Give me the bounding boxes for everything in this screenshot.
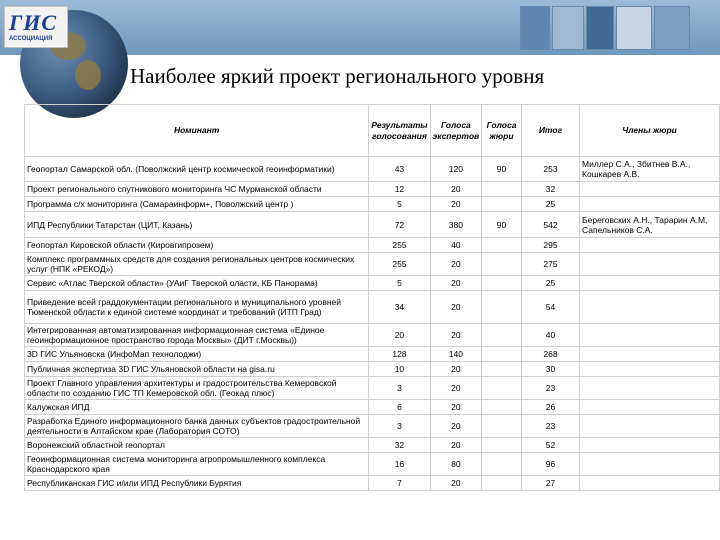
nominee-name: Интегрированная автоматизированная информационная система «Единое геоинформационное пространство города Москвы» (ДИТ г.Москвы)) xyxy=(25,324,369,347)
nominee-name: Проект Главного управления архитектуры и градостроительства Кемеровской области по созданию ГИС ТП Кемеровской обл. (Геокад плюс) xyxy=(25,377,369,400)
expert-votes: 20 xyxy=(430,415,482,438)
vote-count: 3 xyxy=(369,377,430,400)
expert-votes: 380 xyxy=(430,212,482,238)
table-row xyxy=(25,291,720,324)
jury-members xyxy=(580,476,720,491)
jury-votes xyxy=(482,276,522,291)
table-row xyxy=(25,212,720,238)
jury-members xyxy=(580,253,720,276)
nominee-name: 3D ГИС Ульяновска (ИнфоМап технолоджи) xyxy=(25,347,369,362)
vote-count: 7 xyxy=(369,476,430,491)
vote-count: 255 xyxy=(369,253,430,276)
vote-count: 20 xyxy=(369,324,430,347)
jury-votes xyxy=(482,253,522,276)
column-header: Члены жюри xyxy=(580,105,720,157)
expert-votes: 20 xyxy=(430,276,482,291)
table-row xyxy=(25,453,720,476)
expert-votes: 20 xyxy=(430,377,482,400)
table-row xyxy=(25,400,720,415)
expert-votes: 20 xyxy=(430,400,482,415)
logo-text: ГИС xyxy=(9,10,58,35)
jury-members xyxy=(580,377,720,400)
nominee-name: Воронежский областной геопортал xyxy=(25,438,369,453)
table-row xyxy=(25,377,720,400)
jury-votes xyxy=(482,291,522,324)
vote-count: 16 xyxy=(369,453,430,476)
total-station-image xyxy=(586,6,614,50)
column-header: Голоса жюри xyxy=(482,105,522,157)
jury-votes xyxy=(482,182,522,197)
jury-votes xyxy=(482,377,522,400)
total-score: 268 xyxy=(521,347,579,362)
table-row xyxy=(25,476,720,491)
jury-votes xyxy=(482,476,522,491)
jury-votes xyxy=(482,415,522,438)
vote-count: 5 xyxy=(369,197,430,212)
page-title: Наиболее яркий проект регионального уровня xyxy=(130,64,545,88)
expert-votes: 20 xyxy=(430,476,482,491)
total-score: 295 xyxy=(521,238,579,253)
jury-votes xyxy=(482,400,522,415)
vote-count: 255 xyxy=(369,238,430,253)
jury-members xyxy=(580,453,720,476)
logo-subtitle: АССОЦИАЦИЯ xyxy=(9,36,53,42)
total-score: 23 xyxy=(521,377,579,400)
table-row xyxy=(25,438,720,453)
table-row xyxy=(25,157,720,182)
jury-votes xyxy=(482,347,522,362)
jury-members xyxy=(580,438,720,453)
jury-members xyxy=(580,276,720,291)
table-row xyxy=(25,238,720,253)
header-row xyxy=(25,105,720,157)
jury-members xyxy=(580,197,720,212)
total-score: 26 xyxy=(521,400,579,415)
column-header: Итог xyxy=(521,105,579,157)
vote-count: 128 xyxy=(369,347,430,362)
jury-members: Береговских А.Н., Тарарин А.М, Сапельников С.А. xyxy=(580,212,720,238)
expert-votes: 20 xyxy=(430,438,482,453)
vote-count: 32 xyxy=(369,438,430,453)
jury-members xyxy=(580,347,720,362)
vote-count: 5 xyxy=(369,276,430,291)
vote-count: 72 xyxy=(369,212,430,238)
jury-votes xyxy=(482,324,522,347)
table-row xyxy=(25,197,720,212)
total-score: 275 xyxy=(521,253,579,276)
expert-votes: 80 xyxy=(430,453,482,476)
total-score: 40 xyxy=(521,324,579,347)
jury-members xyxy=(580,182,720,197)
nominee-name: Геоинформационная система мониторинга агропромышленного комплекса Краснодарского края xyxy=(25,453,369,476)
map-image xyxy=(654,6,690,50)
total-score: 27 xyxy=(521,476,579,491)
jury-members xyxy=(580,415,720,438)
map-sheet-image xyxy=(552,6,584,50)
vote-count: 6 xyxy=(369,400,430,415)
jury-votes xyxy=(482,362,522,377)
nominee-name: Программа с/х мониторинга (Самараинформ+, Поволжский центр ) xyxy=(25,197,369,212)
expert-votes: 120 xyxy=(430,157,482,182)
total-score: 25 xyxy=(521,276,579,291)
expert-votes: 20 xyxy=(430,253,482,276)
gps-device-image xyxy=(520,6,550,50)
nominee-name: Проект регионального спутникового мониторинга ЧС Мурманской области xyxy=(25,182,369,197)
column-header: Голоса экспертов xyxy=(430,105,482,157)
expert-votes: 20 xyxy=(430,291,482,324)
city-buildings-image xyxy=(616,6,652,50)
expert-votes: 20 xyxy=(430,182,482,197)
expert-votes: 40 xyxy=(430,238,482,253)
nominee-name: Приведение всей граддокументации регионального и муниципального уровней Тюменской области к единой системе координат и требований (ИТП Град) xyxy=(25,291,369,324)
total-score: 30 xyxy=(521,362,579,377)
jury-members xyxy=(580,400,720,415)
nominee-name: Комплекс программных средств для создания региональных центров космических услуг (НПК «РЕКОД») xyxy=(25,253,369,276)
jury-members xyxy=(580,324,720,347)
table-row xyxy=(25,362,720,377)
jury-votes xyxy=(482,438,522,453)
expert-votes: 20 xyxy=(430,197,482,212)
nominee-name: Геопортал Самарской обл. (Поволжский центр космической геоинформатики) xyxy=(25,157,369,182)
nominee-name: Калужская ИПД xyxy=(25,400,369,415)
jury-votes: 90 xyxy=(482,157,522,182)
table-row xyxy=(25,182,720,197)
vote-count: 3 xyxy=(369,415,430,438)
table-row xyxy=(25,324,720,347)
vote-count: 43 xyxy=(369,157,430,182)
vote-count: 34 xyxy=(369,291,430,324)
total-score: 253 xyxy=(521,157,579,182)
jury-members xyxy=(580,362,720,377)
nominee-name: Республиканская ГИС и/или ИПД Республики Бурятия xyxy=(25,476,369,491)
expert-votes: 20 xyxy=(430,324,482,347)
column-header: Результаты голосования xyxy=(369,105,430,157)
nominee-name: ИПД Республики Татарстан (ЦИТ, Казань) xyxy=(25,212,369,238)
total-score: 96 xyxy=(521,453,579,476)
nominee-name: Публичная экспертиза 3D ГИС Ульяновской области на gisa.ru xyxy=(25,362,369,377)
table-row xyxy=(25,276,720,291)
jury-votes xyxy=(482,197,522,212)
column-header: Номинант xyxy=(25,105,369,157)
gis-association-logo xyxy=(4,6,68,48)
expert-votes: 140 xyxy=(430,347,482,362)
total-score: 25 xyxy=(521,197,579,212)
nominee-name: Разработка Единого информационного банка данных субъектов градостроительной деятельности в Алтайском крае (Лаборатория СОТО) xyxy=(25,415,369,438)
total-score: 52 xyxy=(521,438,579,453)
total-score: 23 xyxy=(521,415,579,438)
total-score: 54 xyxy=(521,291,579,324)
table-row xyxy=(25,253,720,276)
jury-members: Миллер С.А., Збитнев В.А., Кошкарев А.В. xyxy=(580,157,720,182)
nominees-table xyxy=(24,104,720,491)
jury-members xyxy=(580,238,720,253)
jury-votes: 90 xyxy=(482,212,522,238)
jury-members xyxy=(580,291,720,324)
nominee-name: Сервис «Атлас Тверской области» (УАиГ Тверской оласти, КБ Панорама) xyxy=(25,276,369,291)
nominee-name: Геопортал Кировской области (Кировгипрозем) xyxy=(25,238,369,253)
vote-count: 10 xyxy=(369,362,430,377)
table-row xyxy=(25,347,720,362)
jury-votes xyxy=(482,238,522,253)
expert-votes: 20 xyxy=(430,362,482,377)
total-score: 542 xyxy=(521,212,579,238)
table-row xyxy=(25,415,720,438)
total-score: 32 xyxy=(521,182,579,197)
vote-count: 12 xyxy=(369,182,430,197)
jury-votes xyxy=(482,453,522,476)
